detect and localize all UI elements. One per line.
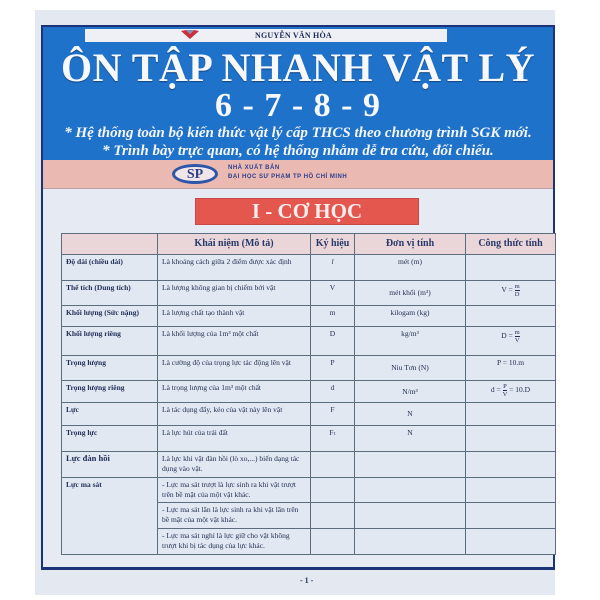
concept-formula (466, 452, 556, 478)
formula-lhs: D = (501, 331, 513, 341)
denominator: V (502, 391, 508, 398)
concept-name: Độ dài (chiều dài) (62, 255, 158, 281)
concept-symbol: d (311, 381, 355, 403)
table-row (62, 478, 556, 503)
column-header: Khái niệm (Mô tả) (158, 234, 311, 255)
concept-description: Là cường độ của trọng lực tác động lên vật (158, 356, 311, 381)
table-header-row (62, 234, 556, 255)
column-header (62, 234, 158, 255)
subtitle-1: * Hệ thống toàn bộ kiến thức vật lý cấp THCS theo chương trình SGK mới. (64, 125, 532, 141)
publisher-line-2: ĐẠI HỌC SƯ PHẠM TP HỒ CHÍ MINH (228, 174, 348, 180)
table-row (62, 381, 556, 403)
concept-symbol (311, 529, 355, 555)
concept-formula (466, 503, 556, 529)
concept-description: Là khối lượng của 1m³ một chất (158, 327, 311, 356)
table-row (62, 281, 556, 306)
section-title: I - CƠ HỌC (195, 198, 419, 225)
concept-symbol: m (311, 306, 355, 327)
table-row (62, 426, 556, 452)
concept-unit: kg/m³ (355, 327, 466, 356)
concept-symbol: Fₜ (311, 426, 355, 452)
concept-symbol: D (311, 327, 355, 356)
concept-description: - Lực ma sát lăn là lực sinh ra khi vật lăn trên bề mặt của một vật khác. (158, 503, 311, 529)
denominator: D (514, 291, 520, 298)
concept-name: Thể tích (Dung tích) (62, 281, 158, 306)
physics-concepts-table (61, 233, 556, 555)
column-header: Đơn vị tính (355, 234, 466, 255)
concept-formula (466, 381, 556, 403)
concept-unit: Niu Tơn (N) (355, 356, 466, 381)
numerator: m (514, 283, 520, 290)
concept-formula: P = 10.m (466, 356, 556, 381)
column-header: Ký hiệu (311, 234, 355, 255)
concept-name: Trọng lực (62, 426, 158, 452)
concept-unit: mét (m) (355, 255, 466, 281)
concept-symbol (311, 478, 355, 503)
concept-description: Là lực hút của trái đất (158, 426, 311, 452)
concept-name: Trọng lượng riêng (62, 381, 158, 403)
numerator: m (514, 329, 520, 336)
concept-description: Là lực khi vật đàn hồi (lò xo,...) biến dạng tác dụng vào vật. (158, 452, 311, 478)
column-header: Công thức tính (466, 234, 556, 255)
page-number: - 1 - (300, 576, 314, 585)
concept-name: Lực ma sát (62, 478, 158, 555)
formula-fraction (515, 329, 520, 344)
concept-symbol (311, 503, 355, 529)
formula-fraction (503, 383, 508, 398)
numerator: P (503, 383, 507, 390)
concept-unit: N (355, 403, 466, 426)
concept-unit: N/m³ (355, 381, 466, 403)
concept-formula (466, 426, 556, 452)
concept-name: Lực (62, 403, 158, 426)
book-title: ÔN TẬP NHANH VẬT LÝ (60, 45, 536, 90)
sp-logo-icon: SP (172, 164, 218, 184)
concept-symbol: P (311, 356, 355, 381)
table-row (62, 356, 556, 381)
concept-symbol: l (311, 255, 355, 281)
concept-description: Là lượng không gian bị chiếm bởi vật (158, 281, 311, 306)
publisher-line-1: NHÀ XUẤT BẢN (228, 165, 280, 171)
concept-symbol: V (311, 281, 355, 306)
concept-formula (466, 403, 556, 426)
table-row (62, 327, 556, 356)
concept-formula (466, 529, 556, 555)
concept-description: Là khoảng cách giữa 2 điểm được xác định (158, 255, 311, 281)
concept-name: Khối lượng riêng (62, 327, 158, 356)
concept-unit: mét khối (m³) (355, 281, 466, 306)
footer-divider (41, 567, 555, 569)
concept-symbol (311, 452, 355, 478)
formula-rhs: = 10.D (509, 385, 531, 395)
concept-formula (466, 281, 556, 306)
concept-description: Là tác dụng đẩy, kéo của vật này lên vật (158, 403, 311, 426)
concept-name: Lực đàn hồi (62, 452, 158, 478)
table-row (62, 452, 556, 478)
formula-lhs: V = (501, 285, 513, 295)
concept-unit (355, 529, 466, 555)
concept-unit: N (355, 426, 466, 452)
publisher-emblem-icon (180, 29, 200, 40)
concept-name: Trọng lượng (62, 356, 158, 381)
concept-description: - Lực ma sát trượt là lực sinh ra khi vật trượt trên bề mặt của một vật khác. (158, 478, 311, 503)
concept-description: Là lượng chất tạo thành vật (158, 306, 311, 327)
concept-unit (355, 503, 466, 529)
concept-formula (466, 327, 556, 356)
concept-description: Là trọng lượng của 1m³ một chất (158, 381, 311, 403)
concept-formula (466, 255, 556, 281)
concept-formula (466, 306, 556, 327)
subtitle-2: * Trình bày trực quan, có hệ thống nhằm dễ tra cứu, đối chiếu. (102, 143, 494, 159)
table-row (62, 255, 556, 281)
concept-name: Khối lượng (Sức nặng) (62, 306, 158, 327)
concept-description: - Lực ma sát nghỉ là lực giữ cho vật không trượt khi bị tác dụng của lực khác. (158, 529, 311, 555)
table-row (62, 403, 556, 426)
concept-unit (355, 478, 466, 503)
concept-formula (466, 478, 556, 503)
concept-unit: kilogam (kg) (355, 306, 466, 327)
publisher-name (228, 164, 347, 182)
grade-levels: 6 - 7 - 8 - 9 (215, 87, 381, 124)
denominator: V (514, 337, 520, 344)
formula-lhs: d = (490, 385, 501, 395)
author-name: NGUYỄN VĂN HÒA (255, 31, 332, 40)
concept-unit (355, 452, 466, 478)
table-row (62, 306, 556, 327)
formula-fraction (515, 283, 520, 298)
concept-symbol: F (311, 403, 355, 426)
